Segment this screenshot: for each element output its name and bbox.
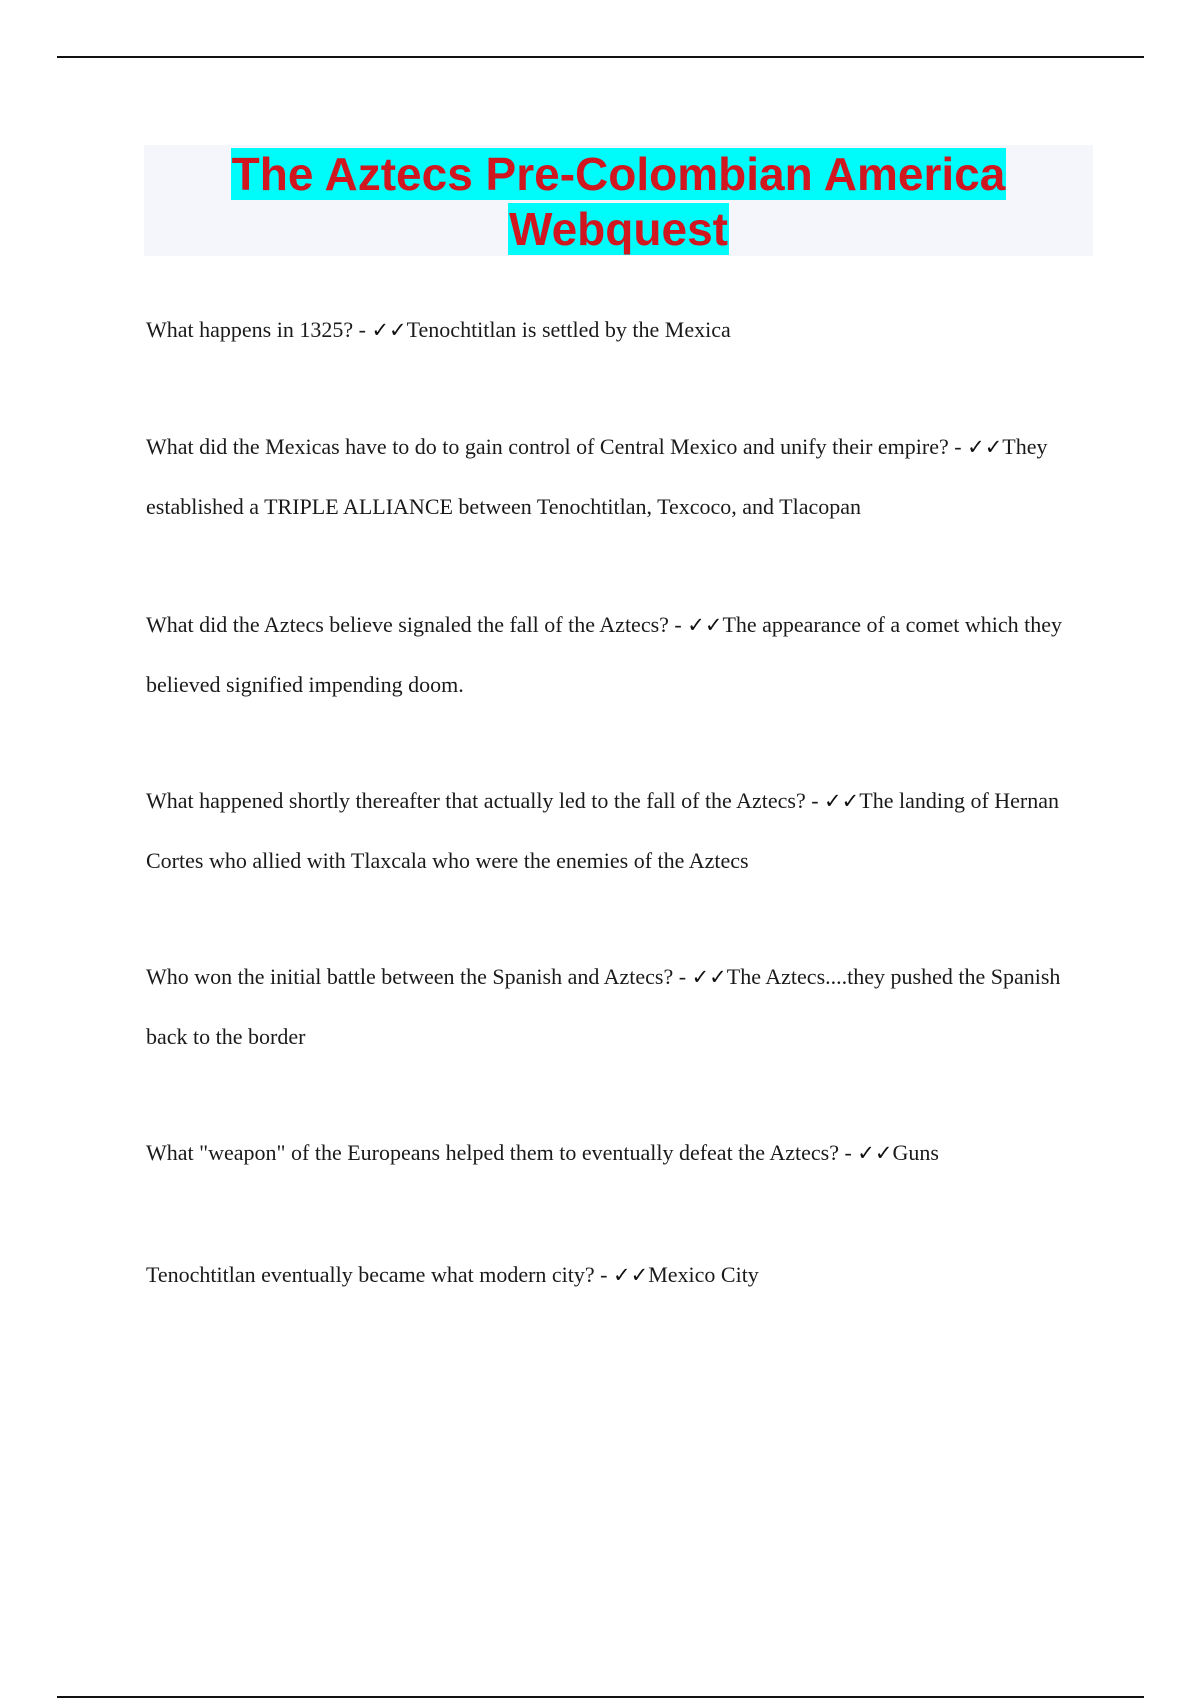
qa-item-4 <box>146 771 1086 891</box>
qa-item-2 <box>146 417 1086 537</box>
double-check-icon: ✓✓ <box>824 789 860 813</box>
answer-text: Mexico City <box>648 1262 759 1287</box>
question-text: What happens in 1325? - <box>146 317 366 342</box>
title-line-1: The Aztecs Pre-Colombian America <box>231 148 1006 200</box>
qa-item-5 <box>146 947 1086 1067</box>
answer-text: The appearance of a comet which they believed signified impending doom. <box>146 612 1063 697</box>
qa-item-6 <box>146 1123 1086 1183</box>
question-text: What happened shortly thereafter that actually led to the fall of the Aztecs? - <box>146 788 819 813</box>
double-check-icon: ✓✓ <box>857 1141 893 1165</box>
double-check-icon: ✓✓ <box>687 613 723 637</box>
question-text: Who won the initial battle between the Spanish and Aztecs? - <box>146 964 687 989</box>
double-check-icon: ✓✓ <box>691 965 727 989</box>
answer-text: The Aztecs....they pushed the Spanish back to the border <box>146 964 1061 1049</box>
qa-item-7 <box>146 1245 1086 1305</box>
qa-item-1 <box>146 300 1086 360</box>
top-rule <box>57 56 1144 58</box>
double-check-icon: ✓✓ <box>371 318 407 342</box>
answer-text: The landing of Hernan Cortes who allied with Tlaxcala who were the enemies of the Aztecs <box>146 788 1060 873</box>
bottom-rule <box>57 1696 1144 1698</box>
document-title <box>144 145 1093 257</box>
title-line-2: Webquest <box>509 203 728 255</box>
question-text: What did the Aztecs believe signaled the fall of the Aztecs? - <box>146 612 682 637</box>
question-text: What did the Mexicas have to do to gain control of Central Mexico and unify their empire? - <box>146 434 962 459</box>
answer-text: Guns <box>892 1140 939 1165</box>
answer-text: They established a TRIPLE ALLIANCE between Tenochtitlan, Texcoco, and Tlacopan <box>146 434 1048 519</box>
double-check-icon: ✓✓ <box>967 435 1003 459</box>
answer-text: Tenochtitlan is settled by the Mexica <box>406 317 731 342</box>
question-text: What "weapon" of the Europeans helped them to eventually defeat the Aztecs? - <box>146 1140 852 1165</box>
title-banner <box>144 145 1093 256</box>
double-check-icon: ✓✓ <box>613 1263 649 1287</box>
question-text: Tenochtitlan eventually became what modern city? - <box>146 1262 608 1287</box>
qa-item-3 <box>146 595 1086 715</box>
